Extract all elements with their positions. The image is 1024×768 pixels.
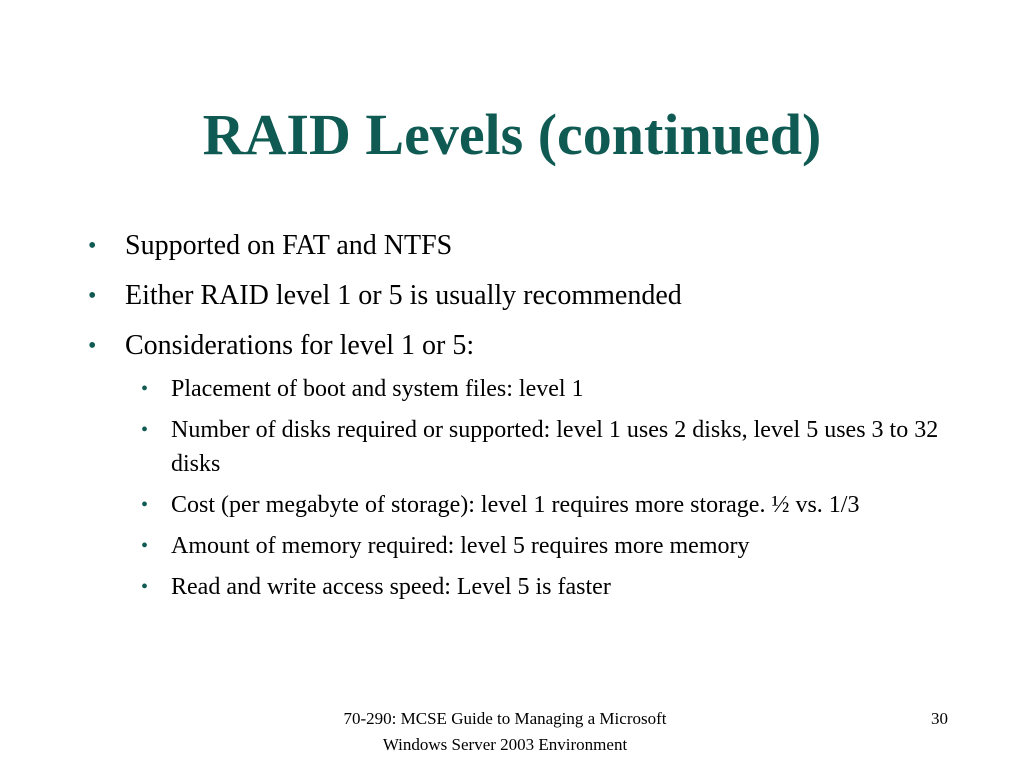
sub-bullet-text: Read and write access speed: Level 5 is faster	[171, 574, 611, 600]
sub-bullet-item	[0, 529, 1024, 563]
footer-line-2: Windows Server 2003 Environment	[382, 735, 628, 754]
bullet-icon: •	[88, 233, 97, 259]
footer-line-1: 70-290: MCSE Guide to Managing a Microsoft	[343, 709, 667, 728]
sub-bullet-text: Placement of boot and system files: level 1	[171, 376, 584, 402]
bullet-list	[0, 226, 1024, 611]
sub-bullet-item	[0, 372, 1024, 406]
bullet-item	[0, 226, 1024, 266]
bullet-text: Considerations for level 1 or 5:	[125, 330, 475, 361]
sub-bullet-group	[0, 372, 1024, 604]
sub-bullet-item	[0, 413, 1024, 481]
sub-bullet-icon: •	[141, 378, 149, 400]
sub-bullet-list	[0, 372, 1024, 604]
bullet-item	[0, 276, 1024, 316]
sub-bullet-item	[0, 570, 1024, 604]
bullet-icon: •	[88, 333, 97, 359]
sub-bullet-icon: •	[141, 535, 149, 557]
bullet-icon: •	[88, 283, 97, 309]
sub-bullet-icon: •	[141, 576, 149, 598]
bullet-item	[0, 326, 1024, 366]
sub-bullet-text: Number of disks required or supported: level 1 uses 2 disks, level 5 uses 3 to 32 disks	[171, 417, 939, 477]
bullet-text: Either RAID level 1 or 5 is usually recommended	[125, 280, 682, 311]
slide-title: RAID Levels (continued)	[202, 102, 822, 167]
page-number: 30	[931, 709, 948, 728]
sub-bullet-icon: •	[141, 419, 149, 441]
slide-footer	[300, 706, 710, 758]
sub-bullet-text: Amount of memory required: level 5 requires more memory	[171, 533, 750, 559]
sub-bullet-item	[0, 488, 1024, 522]
sub-bullet-icon: •	[141, 494, 149, 516]
bullet-text: Supported on FAT and NTFS	[125, 230, 453, 261]
sub-bullet-text: Cost (per megabyte of storage): level 1 requires more storage. ½ vs. 1/3	[171, 492, 860, 518]
